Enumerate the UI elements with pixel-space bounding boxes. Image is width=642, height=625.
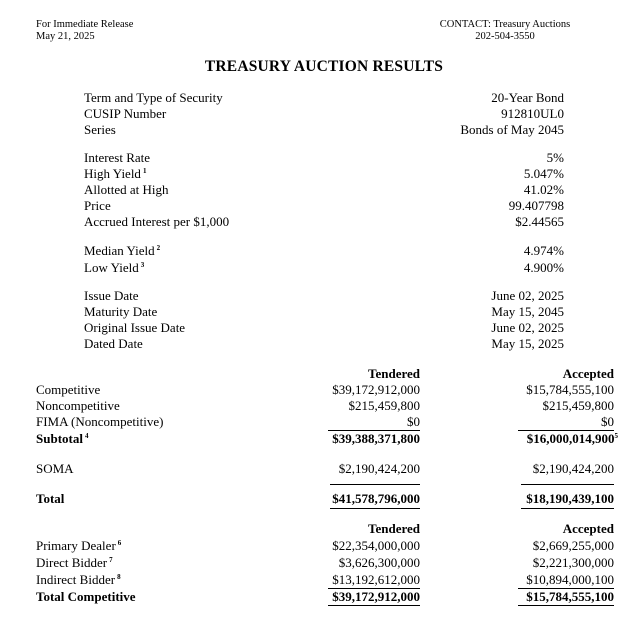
high-yield-label: High Yield $^1$ <box>84 166 147 181</box>
noncompetitive-tendered: $215,459,800 <box>348 398 420 413</box>
fima-tendered: $0 <box>328 414 420 431</box>
series-label: Series <box>84 122 116 137</box>
total-tendered-underline <box>330 508 420 509</box>
cusip-label: CUSIP Number <box>84 106 167 121</box>
footnote-4: 4 <box>84 432 89 440</box>
footnote-8: 8 <box>117 573 121 581</box>
original-issue-value: June 02, 2025 <box>491 320 564 335</box>
total-competitive-tendered: $39,172,912,000 <box>328 589 420 606</box>
subtotal-tendered: $39,388,371,800 <box>332 431 420 446</box>
allotted-value: 41.02% <box>523 182 564 197</box>
footnote-2: 2 <box>156 244 161 252</box>
accepted-header: Accepted <box>562 366 614 381</box>
total-accepted-underline <box>521 508 614 509</box>
high-yield-value: 5.047% <box>523 166 564 181</box>
total-accepted-rule <box>521 484 614 485</box>
release-date: May 21, 2025 <box>36 31 95 42</box>
price-label: Price <box>84 198 111 213</box>
tendered-header: Tendered <box>367 366 420 381</box>
soma-label: SOMA <box>36 461 74 476</box>
accrued-label: Accrued Interest per $1,000 <box>84 214 230 229</box>
issue-date-label: Issue Date <box>84 288 139 303</box>
allotted-label: Allotted at High <box>84 182 169 197</box>
accepted-header-2: Accepted <box>562 521 614 536</box>
primary-dealer-label: Primary Dealer $^6$ <box>36 538 122 553</box>
indirect-bidder-tendered: $13,192,612,000 <box>328 572 420 589</box>
primary-dealer-tendered: $22,354,000,000 <box>332 538 420 553</box>
cusip-value: 912810UL0 <box>501 106 564 121</box>
competitive-accepted: $15,784,555,100 <box>526 382 614 397</box>
indirect-bidder-accepted: $10,894,000,100 <box>518 572 614 589</box>
fima-label: FIMA (Noncompetitive) <box>36 414 164 429</box>
soma-accepted: $2,190,424,200 <box>532 461 614 476</box>
direct-bidder-label: Direct Bidder $^7$ <box>36 555 113 570</box>
direct-bidder-tendered: $3,626,300,000 <box>338 555 420 570</box>
series-value: Bonds of May 2045 <box>460 122 564 137</box>
total-competitive-label: Total Competitive <box>36 589 136 604</box>
median-yield-value: 4.974% <box>523 243 564 258</box>
interest-label: Interest Rate <box>84 150 151 165</box>
competitive-label: Competitive <box>36 382 101 397</box>
primary-dealer-accepted: $2,669,255,000 <box>532 538 614 553</box>
fima-accepted: $0 <box>518 414 614 431</box>
interest-value: 5% <box>546 150 564 165</box>
issue-date-value: June 02, 2025 <box>491 288 564 303</box>
page-title: TREASURY AUCTION RESULTS <box>204 58 444 75</box>
subtotal-accepted: $16,000,014,900$^5$ <box>526 431 618 446</box>
competitive-tendered: $39,172,912,000 <box>332 382 420 397</box>
release-label: For Immediate Release <box>36 19 134 30</box>
total-accepted: $18,190,439,100 <box>526 491 614 506</box>
original-issue-label: Original Issue Date <box>84 320 186 335</box>
maturity-date-value: May 15, 2045 <box>491 304 564 319</box>
noncompetitive-accepted: $215,459,800 <box>542 398 614 413</box>
footnote-7: 7 <box>109 556 113 564</box>
contact-phone: 202-504-3550 <box>475 31 535 42</box>
low-yield-value: 4.900% <box>523 260 564 275</box>
total-competitive-accepted: $15,784,555,100 <box>518 589 614 606</box>
footnote-1: 1 <box>142 167 147 175</box>
contact-label: CONTACT: Treasury Auctions <box>439 19 571 30</box>
subtotal-label: Subtotal $^4$ <box>36 431 89 446</box>
dated-date-label: Dated Date <box>84 336 143 351</box>
term-value: 20-Year Bond <box>491 90 564 105</box>
maturity-date-label: Maturity Date <box>84 304 158 319</box>
total-label: Total <box>36 491 65 506</box>
indirect-bidder-label: Indirect Bidder $^8$ <box>36 572 121 587</box>
tendered-header-2: Tendered <box>367 521 420 536</box>
low-yield-label: Low Yield $^3$ <box>84 260 145 275</box>
median-yield-label: Median Yield $^2$ <box>84 243 161 258</box>
footnote-3: 3 <box>140 261 145 269</box>
footnote-6: 6 <box>117 539 122 547</box>
noncompetitive-label: Noncompetitive <box>36 398 120 413</box>
direct-bidder-accepted: $2,221,300,000 <box>532 555 614 570</box>
price-value: 99.407798 <box>508 198 564 213</box>
accrued-value: $2.44565 <box>515 214 564 229</box>
total-tendered-rule <box>330 484 420 485</box>
soma-tendered: $2,190,424,200 <box>338 461 420 476</box>
total-tendered: $41,578,796,000 <box>332 491 420 506</box>
term-label: Term and Type of Security <box>84 90 223 105</box>
footnote-5: 5 <box>614 432 618 440</box>
dated-date-value: May 15, 2025 <box>491 336 564 351</box>
